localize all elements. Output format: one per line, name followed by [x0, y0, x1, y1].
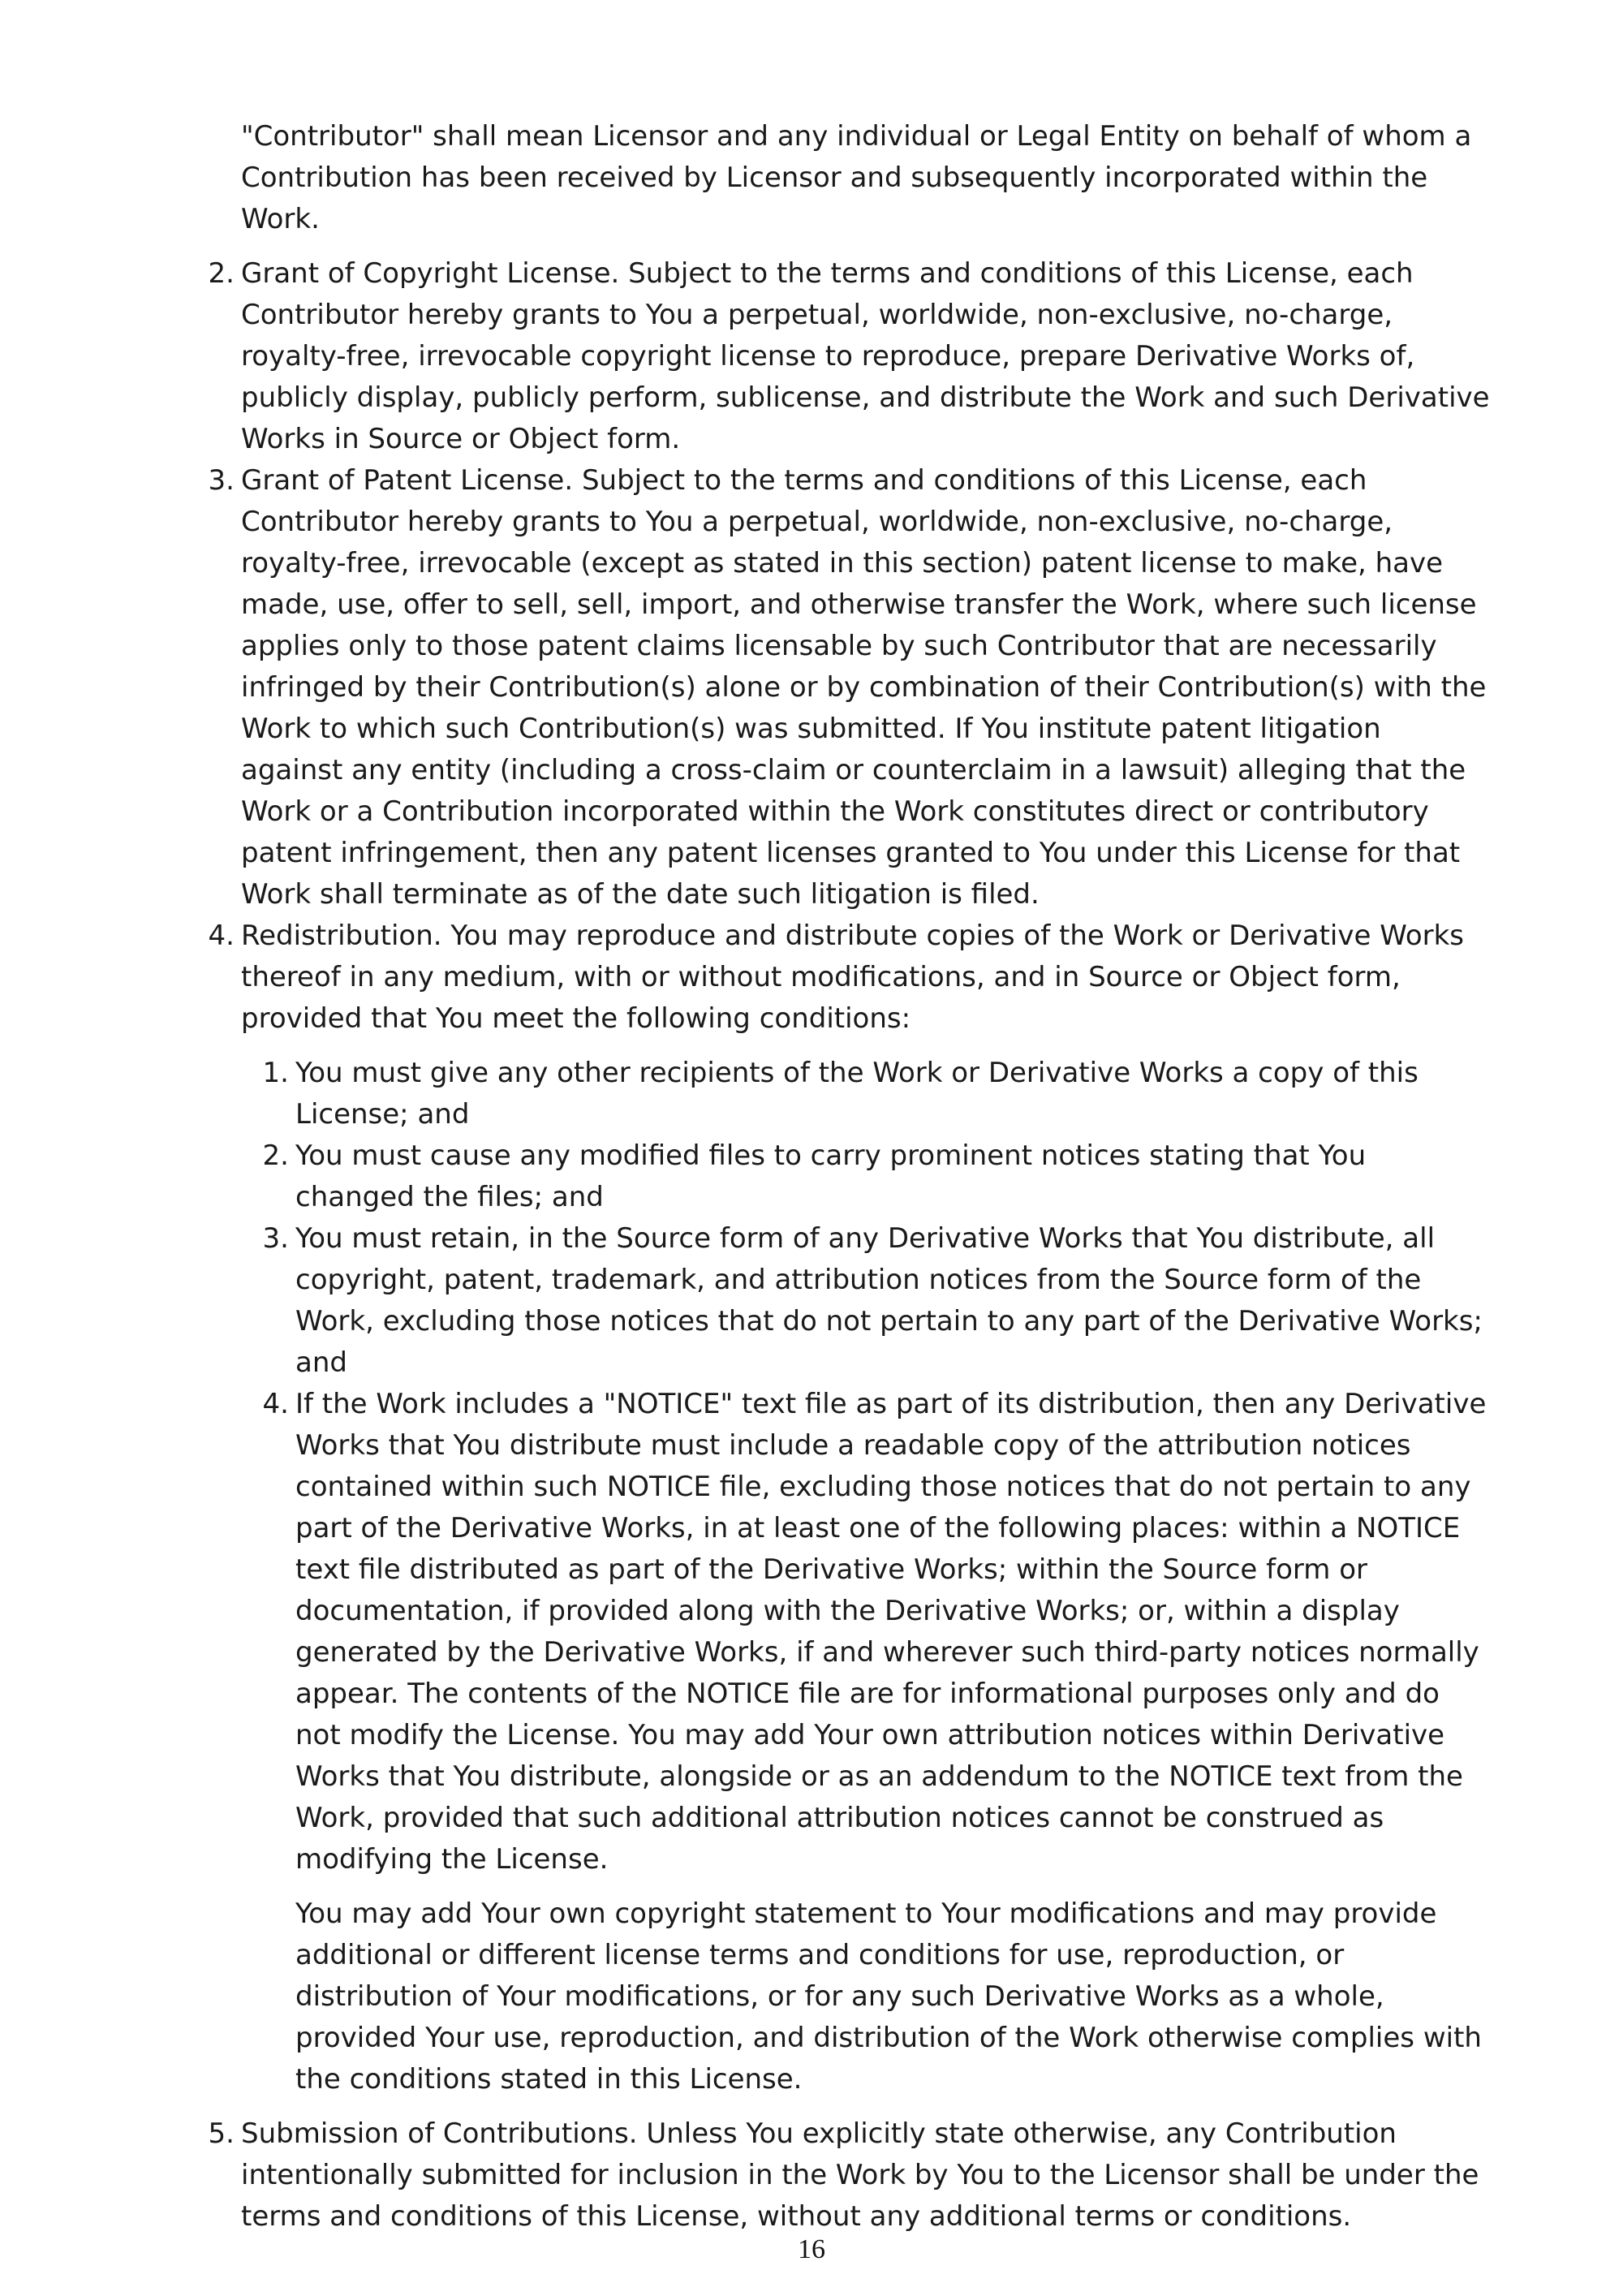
section-number: 4. — [208, 920, 235, 952]
document-body — [208, 116, 1491, 2238]
section-number: 5. — [208, 2117, 235, 2150]
section-number: 3. — [208, 464, 235, 497]
list-item — [262, 1053, 1491, 1135]
section-3-grant-patent — [208, 460, 1491, 915]
list-item-number: 2. — [262, 1139, 289, 1172]
list-item-text: You must retain, in the Source form of any Derivative Works that You distribute, all copyright, patent, trademark, and attribution notices from the Source form of the Work, excluding those notices that do not pertain to any part of the Derivative Works; and — [295, 1222, 1483, 1379]
contributor-definition-paragraph: "Contributor" shall mean Licensor and any individual or Legal Entity on behalf of whom a Contribution has been received by Licensor and subsequently incorporated within the Work. — [241, 120, 1472, 235]
section-text: Redistribution. You may reproduce and distribute copies of the Work or Derivative Works thereof in any medium, with or without modifications, and in Source or Object form, provided that You meet the following conditions: — [241, 920, 1465, 1035]
list-item — [262, 1384, 1491, 1880]
list-item-number: 3. — [262, 1222, 289, 1255]
list-item — [262, 1135, 1491, 1218]
redistribution-continuation-paragraph: You may add Your own copyright statement to Your modifications and may provide additional or different license terms and conditions for use, reproduction, or distribution of Your modifications, or for any such Derivative Works as a whole, provided Your use, reproduction, and distribution of the Work otherwise complies with the conditions stated in this License. — [295, 1898, 1482, 2096]
list-item — [262, 1218, 1491, 1384]
list-item-number: 4. — [262, 1388, 289, 1420]
section-text: Grant of Patent License. Subject to the terms and conditions of this License, each Contributor hereby grants to You a perpetual, worldwide, non-exclusive, no-charge, royalty-free, irrevocable (except as stated in this section) patent license to make, have made, use, offer to sell, sell, import, and otherwise transfer the Work, where such license applies only to those patent claims licensable by such Contributor that are necessarily infringed by their Contribution(s) alone or by combination of their Contribution(s) with the Work to which such Contribution(s) was submitted. If You institute patent litigation against any entity (including a cross-claim or counterclaim in a lawsuit) alleging that the Work or a Contribution incorporated within the Work constitutes direct or contributory patent infringement, then any patent licenses granted to You under this License for that Work shall terminate as of the date such litigation is filed. — [241, 464, 1487, 911]
section-text: Grant of Copyright License. Subject to the terms and conditions of this License, each Contributor hereby grants to You a perpetual, worldwide, non-exclusive, no-charge, royalty-free, irrevocable copyright license to reproduce, prepare Derivative Works of, publicly display, publicly perform, sublicense, and distribute the Work and such Derivative Works in Source or Object form. — [241, 257, 1490, 455]
list-item-text: You must cause any modified files to carry prominent notices stating that You changed the files; and — [295, 1139, 1367, 1213]
page-number: 16 — [798, 2234, 825, 2264]
section-text: Submission of Contributions. Unless You explicitly state otherwise, any Contribution intentionally submitted for inclusion in the Work by You to the Licensor shall be under the terms and conditions of this License, without any additional terms or conditions. — [241, 2117, 1479, 2233]
redistribution-conditions-list — [262, 1053, 1491, 2100]
section-number: 2. — [208, 257, 235, 290]
section-2-grant-copyright — [208, 253, 1491, 460]
list-item-number: 1. — [262, 1057, 289, 1089]
section-4-redistribution — [208, 915, 1491, 1040]
section-5-submission-of-contributions — [208, 2113, 1491, 2238]
list-item-text: You must give any other recipients of the Work or Derivative Works a copy of this License; and — [295, 1057, 1419, 1131]
list-item-text: If the Work includes a "NOTICE" text file as part of its distribution, then any Derivative Works that You distribute must include a readable copy of the attribution notices contained within such NOTICE file, excluding those notices that do not pertain to any part of the Derivative Works, in at least one of the following places: within a NOTICE text file distributed as part of the Derivative Works; within the Source form or documentation, if provided along with the Derivative Works; or, within a display generated by the Derivative Works, if and wherever such third-party notices normally appear. The contents of the NOTICE file are for informational purposes only and do not modify the License. You may add Your own attribution notices within Derivative Works that You distribute, alongside or as an addendum to the NOTICE text from the Work, provided that such additional attribution notices cannot be construed as modifying the License. — [295, 1388, 1487, 1876]
